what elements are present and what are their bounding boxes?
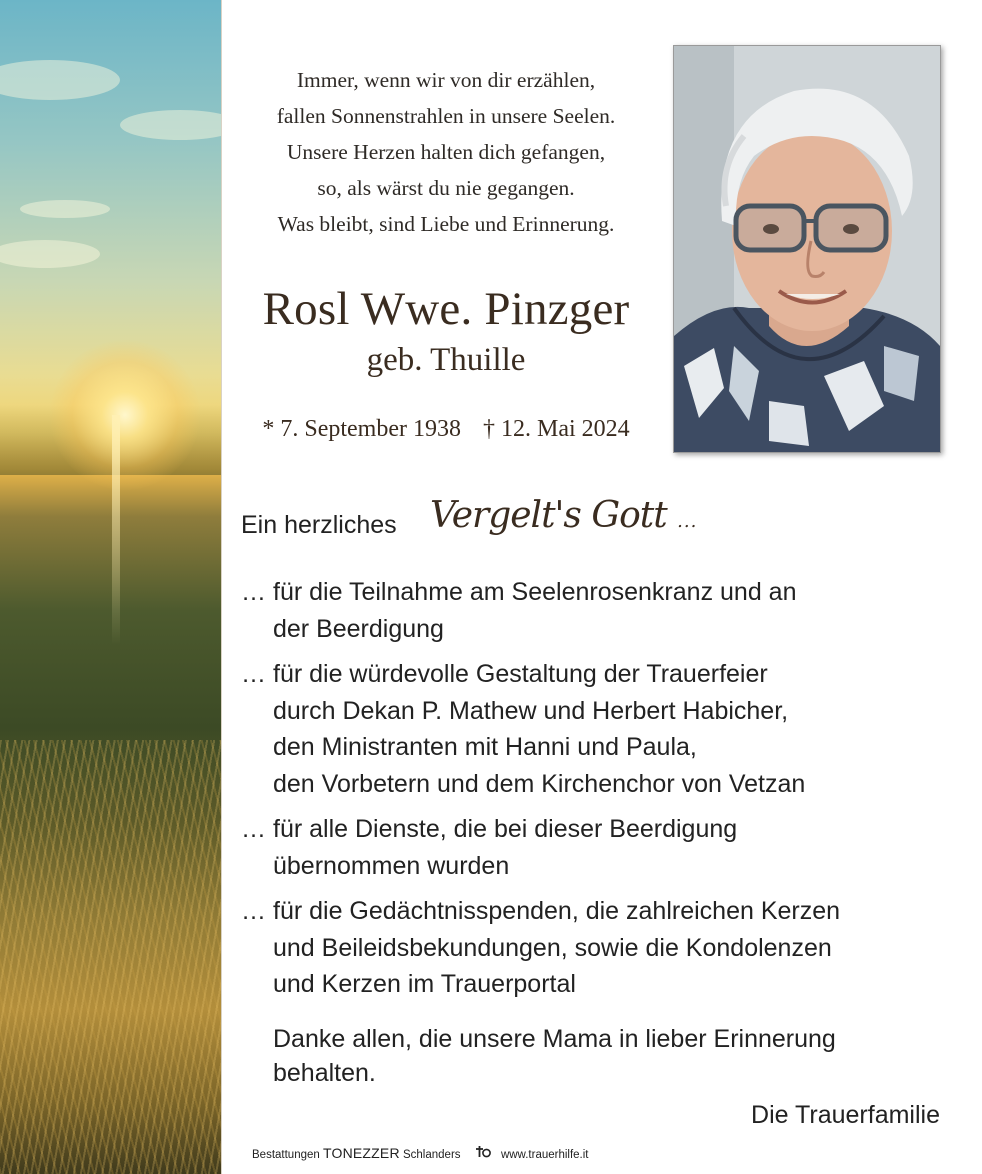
item-line: für alle Dienste, die bei dieser Beerdigung bbox=[273, 815, 738, 843]
memorial-poem bbox=[226, 62, 666, 242]
trauerhilfe-logo-icon bbox=[474, 1145, 492, 1164]
thanks-intro: Ein herzliches bbox=[241, 511, 397, 539]
list-item bbox=[241, 656, 941, 802]
script-text: Vergelt's Gott bbox=[430, 495, 667, 536]
panel-divider bbox=[221, 0, 222, 1174]
item-line: für die Teilnahme am Seelenrosenkranz und an bbox=[273, 578, 797, 606]
item-line: den Ministranten mit Hanni und Paula, bbox=[273, 733, 697, 761]
deceased-name: Rosl Wwe. Pinzger bbox=[262, 283, 630, 335]
vergelts-gott-script bbox=[430, 486, 697, 552]
list-item bbox=[241, 811, 941, 884]
item-line: durch Dekan P. Mathew und Herbert Habicher, bbox=[273, 696, 789, 725]
poem-line: Unsere Herzen halten dich gefangen, bbox=[286, 140, 606, 164]
poem-line: so, als wärst du nie gegangen. bbox=[317, 176, 575, 200]
sunset-landscape-image bbox=[0, 0, 221, 1174]
poem-line: Immer, wenn wir von dir erzählen, bbox=[296, 68, 596, 92]
closing-line: Danke allen, die unsere Mama in lieber Erinnerung bbox=[273, 1025, 836, 1053]
footer-place: Schlanders bbox=[402, 1149, 461, 1161]
footer-credits bbox=[252, 1145, 589, 1164]
poem-line: Was bleibt, sind Liebe und Erinnerung. bbox=[277, 212, 615, 236]
birth-date: * 7. September 1938 bbox=[262, 416, 461, 442]
item-line: den Vorbetern und dem Kirchenchor von Vetzan bbox=[273, 769, 806, 798]
death-date: † 12. Mai 2024 bbox=[482, 416, 630, 442]
list-item bbox=[241, 574, 941, 647]
footer-url[interactable]: www.trauerhilfe.it bbox=[500, 1149, 589, 1161]
item-line: für die würdevolle Gestaltung der Trauerfeier bbox=[273, 660, 768, 688]
closing-line: behalten. bbox=[273, 1059, 376, 1087]
item-line: und Kerzen im Trauerportal bbox=[273, 970, 576, 998]
ellipsis: … bbox=[241, 815, 266, 843]
birth-name: geb. Thuille bbox=[366, 342, 526, 378]
life-dates bbox=[226, 412, 666, 446]
ellipsis: … bbox=[241, 660, 266, 688]
ellipsis: … bbox=[241, 897, 266, 925]
funeral-home-name: TONEZZER bbox=[322, 1145, 400, 1161]
signature: Die Trauerfamilie bbox=[751, 1101, 940, 1129]
item-line: der Beerdigung bbox=[273, 614, 444, 643]
item-line: übernommen wurden bbox=[273, 851, 510, 880]
poem-line: fallen Sonnenstrahlen in unsere Seelen. bbox=[276, 104, 616, 128]
portrait-photo bbox=[673, 45, 941, 453]
footer-prefix: Bestattungen bbox=[252, 1149, 320, 1161]
list-item bbox=[241, 893, 941, 1003]
script-dots: ... bbox=[677, 511, 698, 532]
ellipsis: … bbox=[241, 578, 266, 606]
item-line: für die Gedächtnisspenden, die zahlreichen Kerzen bbox=[273, 897, 841, 925]
closing-text bbox=[273, 1022, 933, 1090]
item-line: und Beileidsbekundungen, sowie die Kondolenzen bbox=[273, 933, 832, 962]
thanks-list bbox=[241, 574, 941, 1012]
